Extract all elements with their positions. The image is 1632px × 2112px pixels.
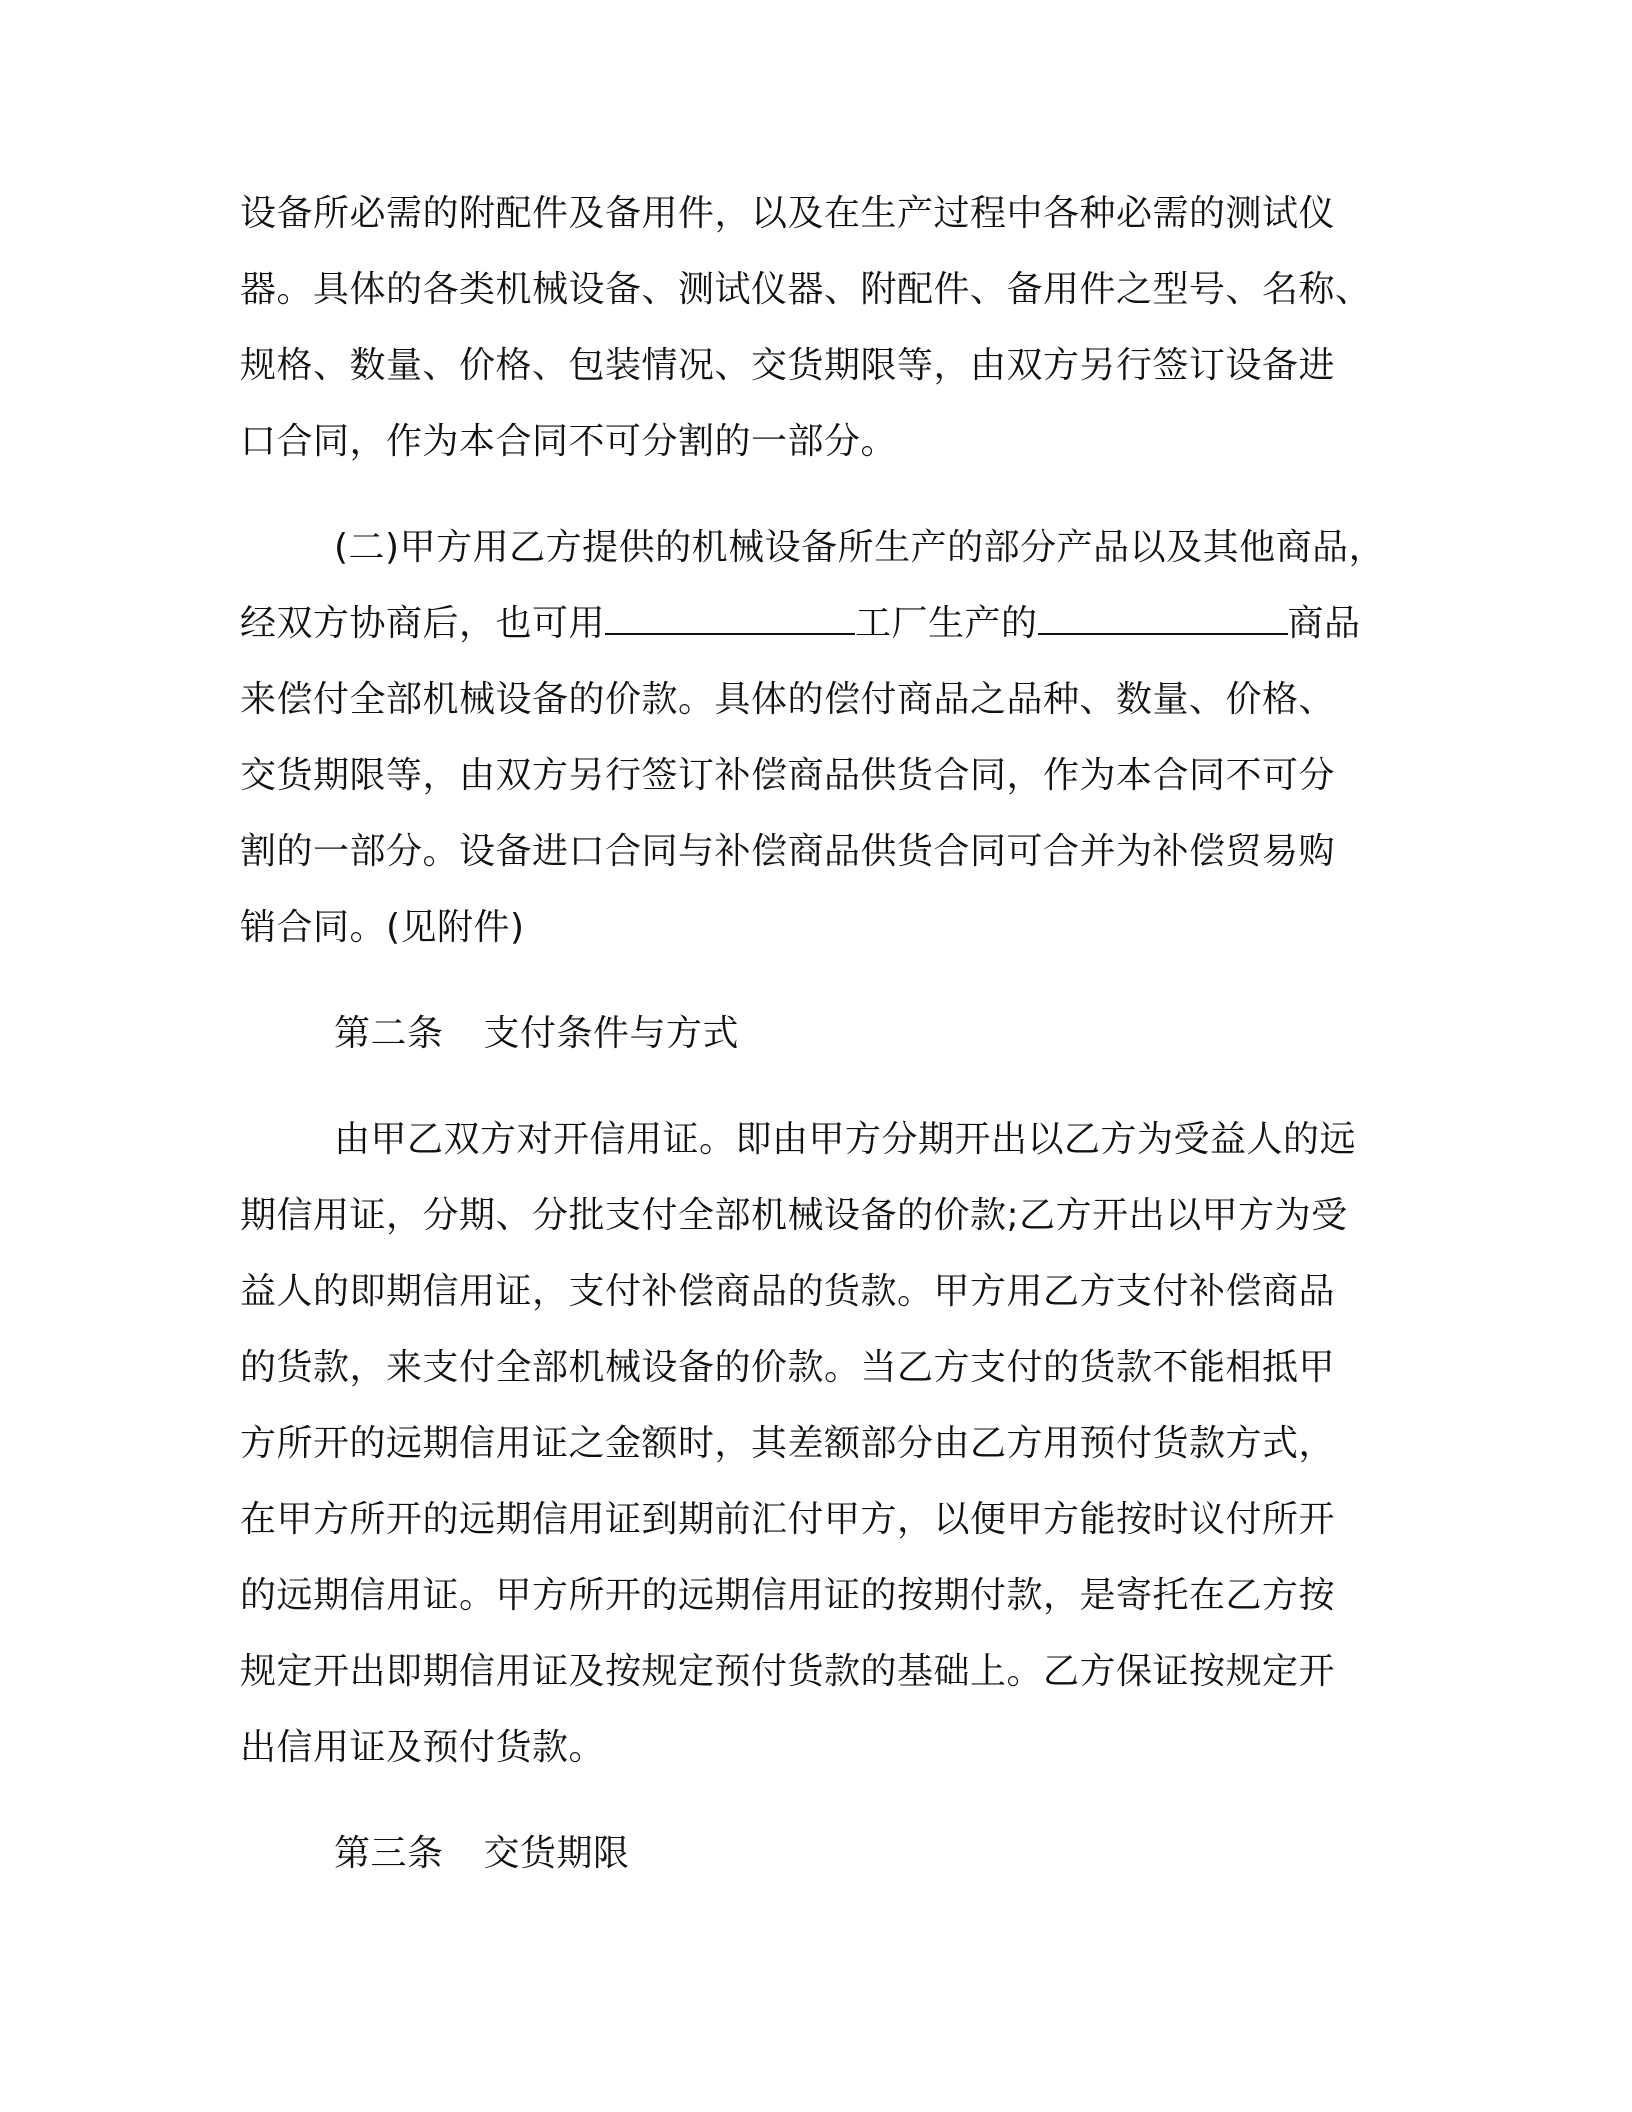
paragraph-line: 割的一部分。设备进口合同与补偿商品供货合同可合并为补偿贸易购	[240, 831, 1336, 872]
paragraph-line: 在甲方所开的远期信用证到期前汇付甲方，以便甲方能按时议付所开	[240, 1499, 1336, 1540]
fill-in-blank	[1038, 601, 1288, 635]
paragraph-line: 益人的即期信用证，支付补偿商品的货款。甲方用乙方支付补偿商品	[240, 1271, 1336, 1312]
paragraph-line: 器。具体的各类机械设备、测试仪器、附配件、备用件之型号、名称、	[240, 269, 1372, 310]
paragraph-line: 的货款，来支付全部机械设备的价款。当乙方支付的货款不能相抵甲	[240, 1347, 1336, 1388]
paragraph-line: 销合同。(见附件)	[240, 907, 525, 948]
paragraph-line: (二)甲方用乙方提供的机械设备所生产的部分产品以及其他商品，	[334, 527, 1386, 568]
fill-in-blank	[605, 601, 855, 635]
paragraph-line: 交货期限等，由双方另行签订补偿商品供货合同，作为本合同不可分	[240, 755, 1336, 796]
text-segment: 经双方协商后，也可用	[240, 603, 606, 644]
article-number: 第三条	[334, 1833, 444, 1874]
paragraph-line: 方所开的远期信用证之金额时，其差额部分由乙方用预付货款方式，	[240, 1423, 1336, 1464]
paragraph-line: 由甲乙双方对开信用证。即由甲方分期开出以乙方为受益人的远	[334, 1119, 1357, 1160]
paragraph-line: 口合同，作为本合同不可分割的一部分。	[240, 421, 898, 462]
text-segment: 商品	[1287, 603, 1361, 644]
paragraph-line: 期信用证，分期、分批支付全部机械设备的价款;乙方开出以甲方为受	[240, 1195, 1348, 1236]
paragraph-line: 设备所必需的附配件及备用件，以及在生产过程中各种必需的测试仪	[240, 193, 1336, 234]
paragraph-line: 规格、数量、价格、包装情况、交货期限等，由双方另行签订设备进	[240, 345, 1336, 386]
paragraph-line: 规定开出即期信用证及按规定预付货款的基础上。乙方保证按规定开	[240, 1651, 1336, 1692]
article-heading	[334, 1830, 630, 1878]
paragraph-line: 的远期信用证。甲方所开的远期信用证的按期付款，是寄托在乙方按	[240, 1575, 1336, 1616]
paragraph-line: 出信用证及预付货款。	[240, 1727, 606, 1768]
article-title: 交货期限	[483, 1833, 630, 1874]
paragraph-line: 来偿付全部机械设备的价款。具体的偿付商品之品种、数量、价格、	[240, 679, 1336, 720]
article-title: 支付条件与方式	[483, 1013, 740, 1054]
paragraph-line-with-blanks	[240, 600, 1361, 648]
text-segment: 工厂生产的	[855, 603, 1038, 644]
article-heading	[334, 1010, 739, 1058]
article-number: 第二条	[334, 1013, 444, 1054]
